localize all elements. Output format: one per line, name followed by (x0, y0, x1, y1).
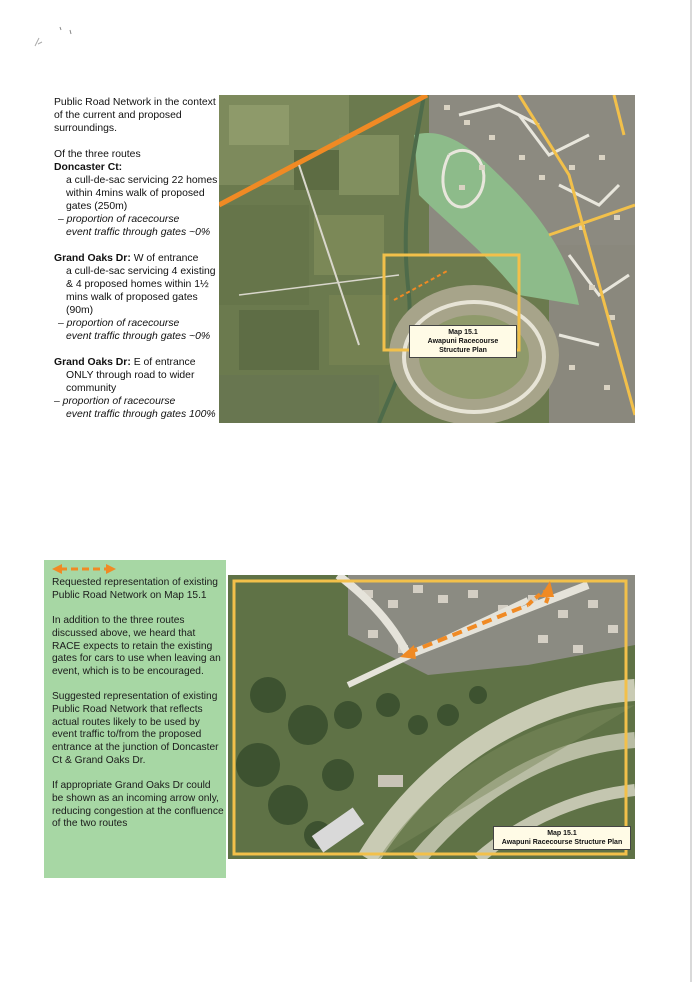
route1-title: Doncaster Ct: (54, 162, 123, 173)
map1-label (409, 325, 517, 358)
route3-title-suffix: E of entrance (130, 357, 196, 368)
route2-prop: – proportion of racecourse (58, 318, 180, 329)
route2-heading (54, 252, 220, 265)
map2-label-line1: Map 15.1 (547, 830, 577, 837)
route3-prop: – proportion of racecourse (54, 396, 176, 407)
route3-traffic: event traffic through gates 100% (66, 409, 216, 420)
route1-traffic: event traffic through gates ~0% (66, 227, 211, 238)
green-para-1: Requested representation of existing Public Road Network on Map 15.1 (52, 577, 218, 601)
double-arrow-icon (50, 563, 118, 575)
aerial-map-context (219, 95, 635, 423)
route-description (54, 96, 220, 421)
intro-text: Public Road Network in the context of the current and proposed surroundings. (54, 97, 216, 134)
green-para-4: If appropriate Grand Oaks Dr could be shown as an incoming arrow only, reducing congestion at the confluence of the two routes (52, 780, 224, 830)
map1-label-line2: Awapuni Racecourse Structure Plan (427, 338, 499, 354)
route3-desc: ONLY through road to wider community (66, 370, 195, 394)
green-para-3: Suggested representation of existing Public Road Network that reflects actual routes likely to be used by event traffic to/from the proposed entrance at the junction of Doncaster Ct & Grand Oaks Dr. (52, 691, 219, 766)
page-edge (690, 0, 692, 982)
route3-title: Grand Oaks Dr: (54, 357, 131, 368)
route2-desc: a cull-de-sac servicing 4 existing & 4 proposed homes within 1½ mins walk of proposed gates (90m) (66, 266, 216, 316)
routes-intro: Of the three routes (54, 149, 141, 160)
map2-label (493, 826, 631, 850)
route3-heading (54, 356, 220, 369)
aerial-map-zoom-image (228, 575, 635, 859)
map1-label-line1: Map 15.1 (448, 329, 478, 336)
aerial-map-context-image (219, 95, 635, 423)
aerial-map-zoom (228, 575, 635, 859)
green-panel-text (52, 577, 224, 844)
route1-prop: – proportion of racecourse (58, 214, 180, 225)
green-para-2: In addition to the three routes discussed above, we heard that RACE expects to retain the existing gates for cars to use when leaving an event, which is to be encouraged. (52, 615, 221, 677)
route1-desc: a cull-de-sac servicing 22 homes within 4mins walk of proposed gates (250m) (66, 175, 218, 212)
route2-traffic: event traffic through gates ~0% (66, 331, 211, 342)
scan-mark (30, 22, 85, 52)
route2-title: Grand Oaks Dr: (54, 253, 131, 264)
map2-label-line2: Awapuni Racecourse Structure Plan (501, 839, 623, 846)
route2-title-suffix: W of entrance (130, 253, 199, 264)
